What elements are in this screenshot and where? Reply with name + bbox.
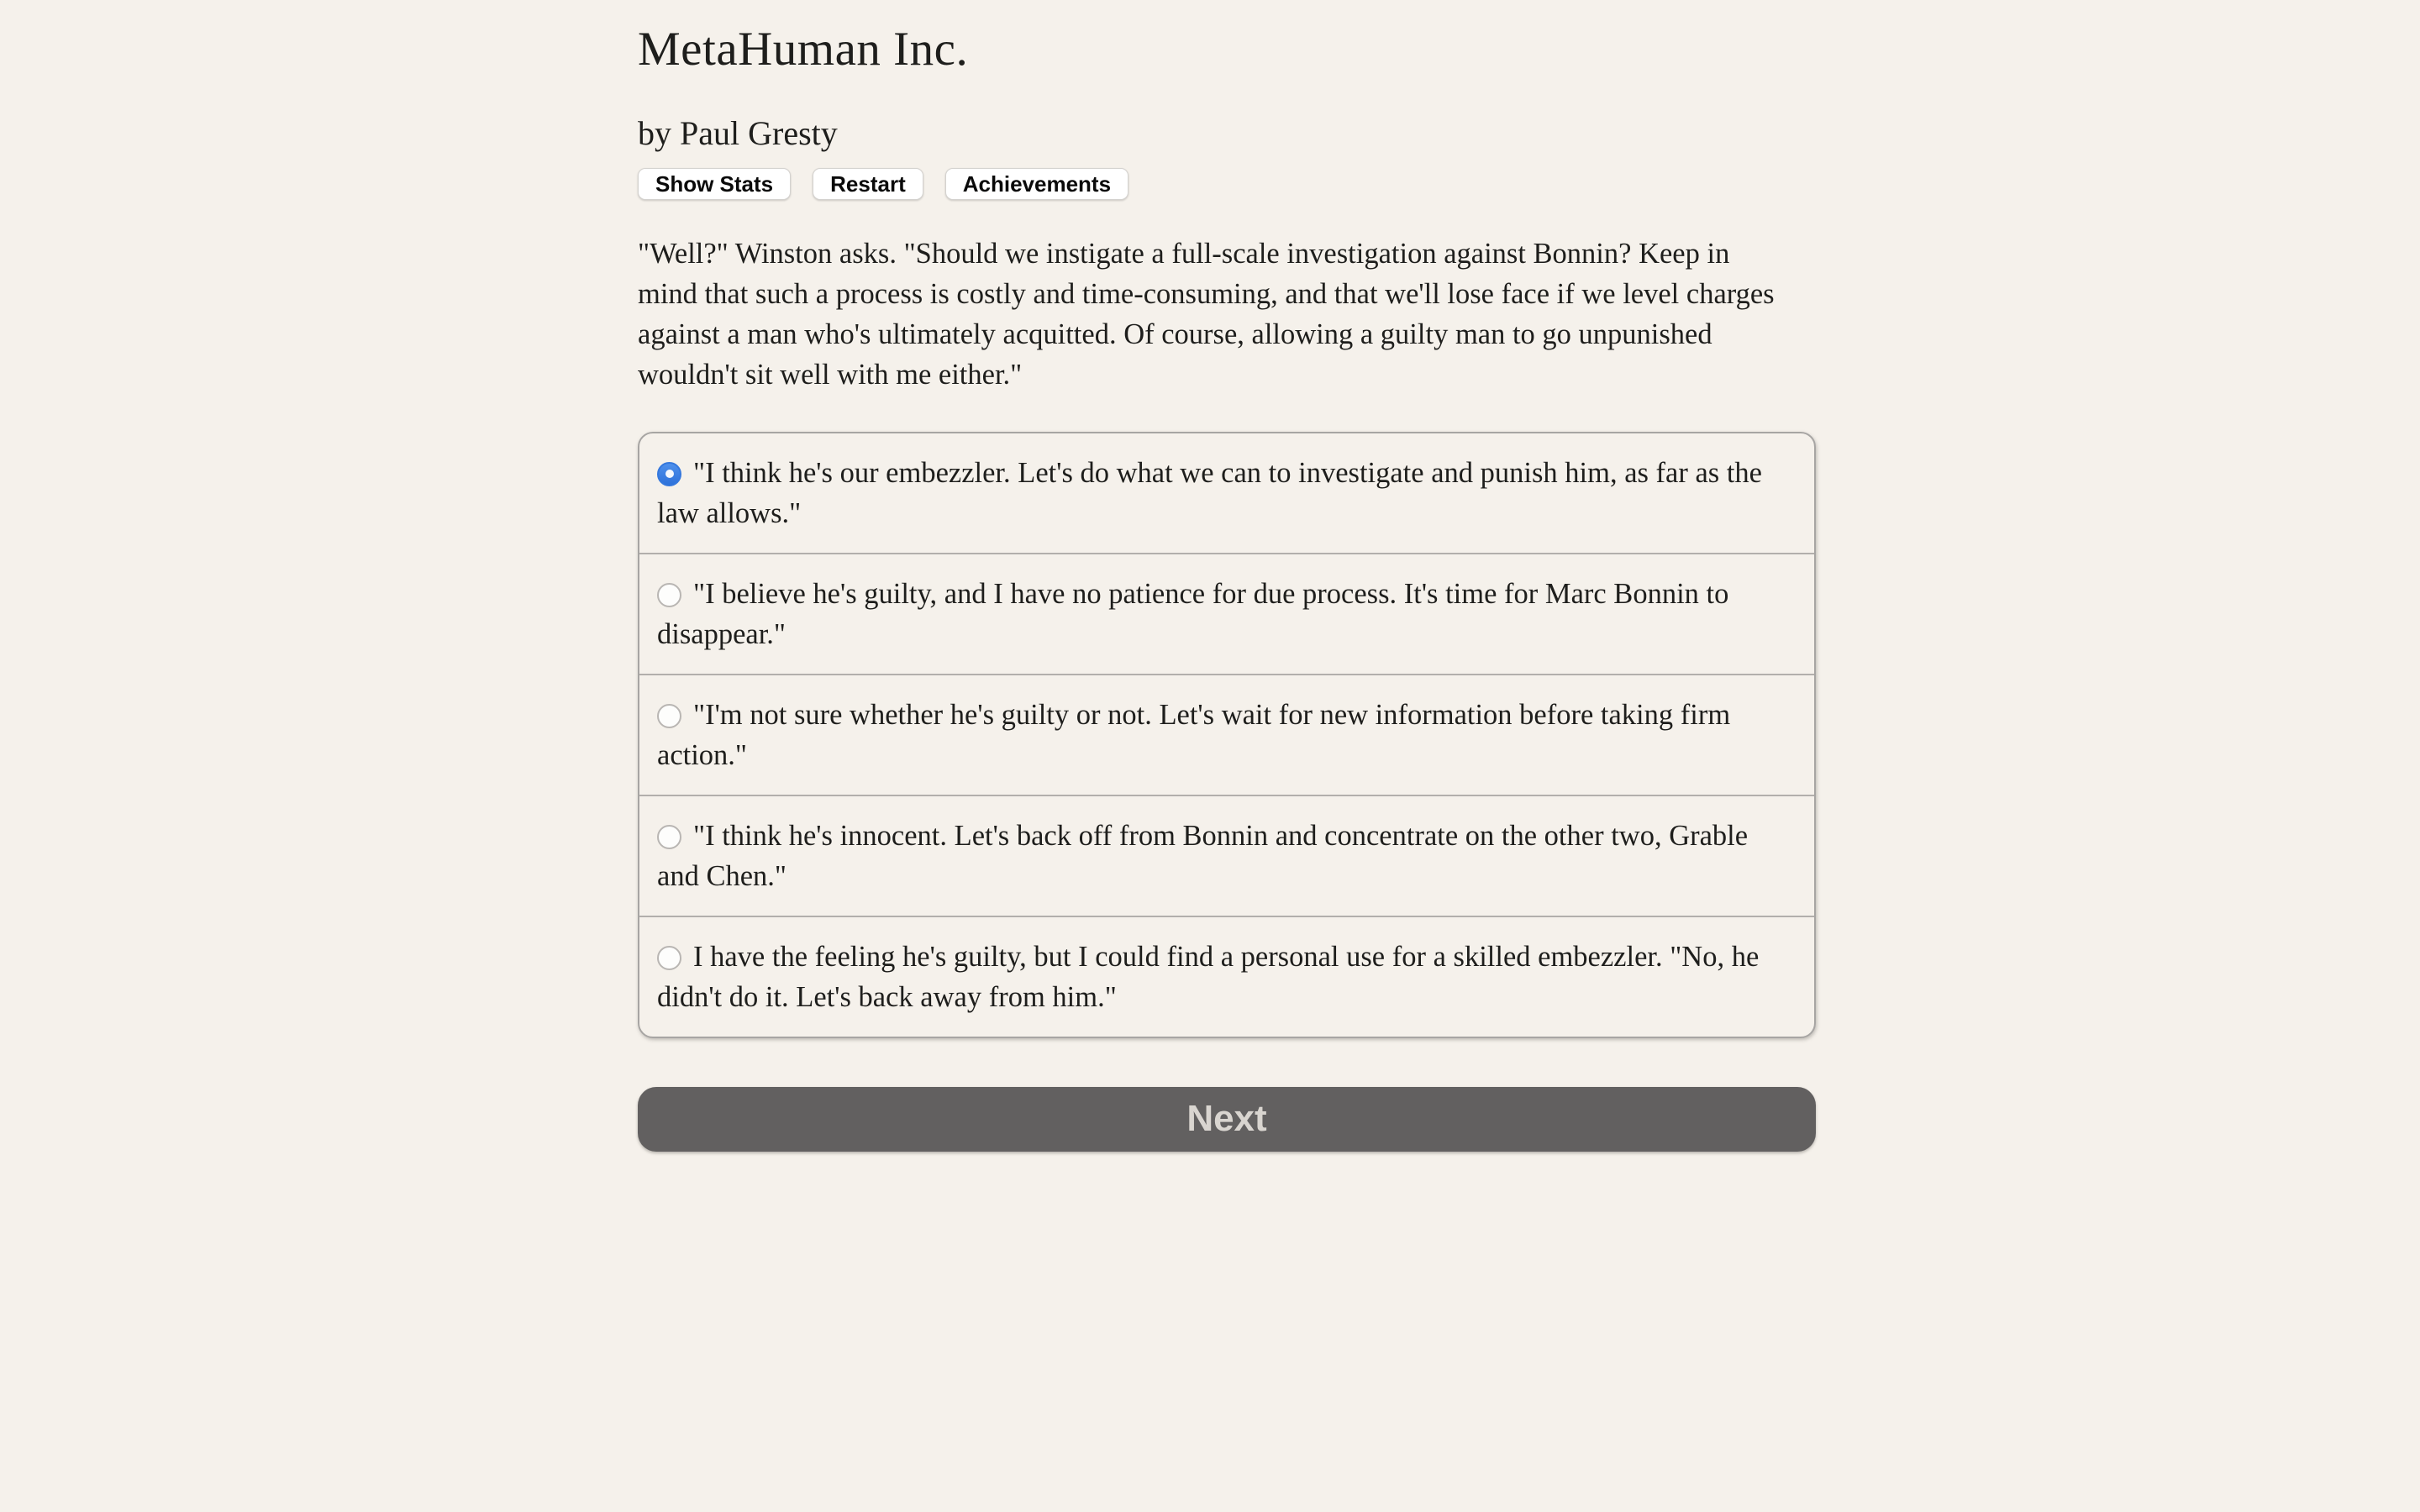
author-byline: by Paul Gresty <box>638 113 838 152</box>
next-button[interactable]: Next <box>638 1087 1816 1152</box>
choice-option-2[interactable] <box>639 553 1814 674</box>
radio-unselected-icon[interactable] <box>657 825 681 849</box>
show-stats-button[interactable]: Show Stats <box>638 168 791 200</box>
toolbar <box>638 168 1816 200</box>
game-title: MetaHuman Inc. <box>638 23 969 76</box>
choice-option-label: "I think he's our embezzler. Let's do what we can to investigate and punish him, as far as the law allows." <box>657 456 1762 529</box>
choice-option-label: "I believe he's guilty, and I have no patience for due process. It's time for Marc Bonnin to disappear." <box>657 577 1729 650</box>
choice-option-1[interactable] <box>639 433 1814 553</box>
radio-unselected-icon[interactable] <box>657 946 681 970</box>
choices-box <box>638 432 1816 1038</box>
story-paragraph: "Well?" Winston asks. "Should we instigate a full-scale investigation against Bonnin? Keep in mind that such a process is costly and time-consuming, and that we'll lose face if we level charges against a man who's ultimately acquitted. Of course, allowing a guilty man to go unpunished wouldn't sit well with me either." <box>638 237 1775 391</box>
radio-unselected-icon[interactable] <box>657 704 681 728</box>
achievements-button[interactable]: Achievements <box>945 168 1128 200</box>
restart-button[interactable]: Restart <box>813 168 923 200</box>
radio-unselected-icon[interactable] <box>657 583 681 607</box>
choice-option-3[interactable] <box>639 674 1814 795</box>
choice-option-label: I have the feeling he's guilty, but I could find a personal use for a skilled embezzler. "No, he didn't do it. Let's back away from him." <box>657 940 1760 1013</box>
choice-option-label: "I think he's innocent. Let's back off from Bonnin and concentrate on the other two, Grable and Chen." <box>657 819 1749 892</box>
choice-option-4[interactable] <box>639 795 1814 916</box>
choice-option-label: "I'm not sure whether he's guilty or not. Let's wait for new information before taking firm action." <box>657 698 1731 771</box>
choice-option-5[interactable] <box>639 916 1814 1037</box>
radio-selected-icon[interactable] <box>657 462 681 486</box>
page-content <box>638 0 1816 1152</box>
